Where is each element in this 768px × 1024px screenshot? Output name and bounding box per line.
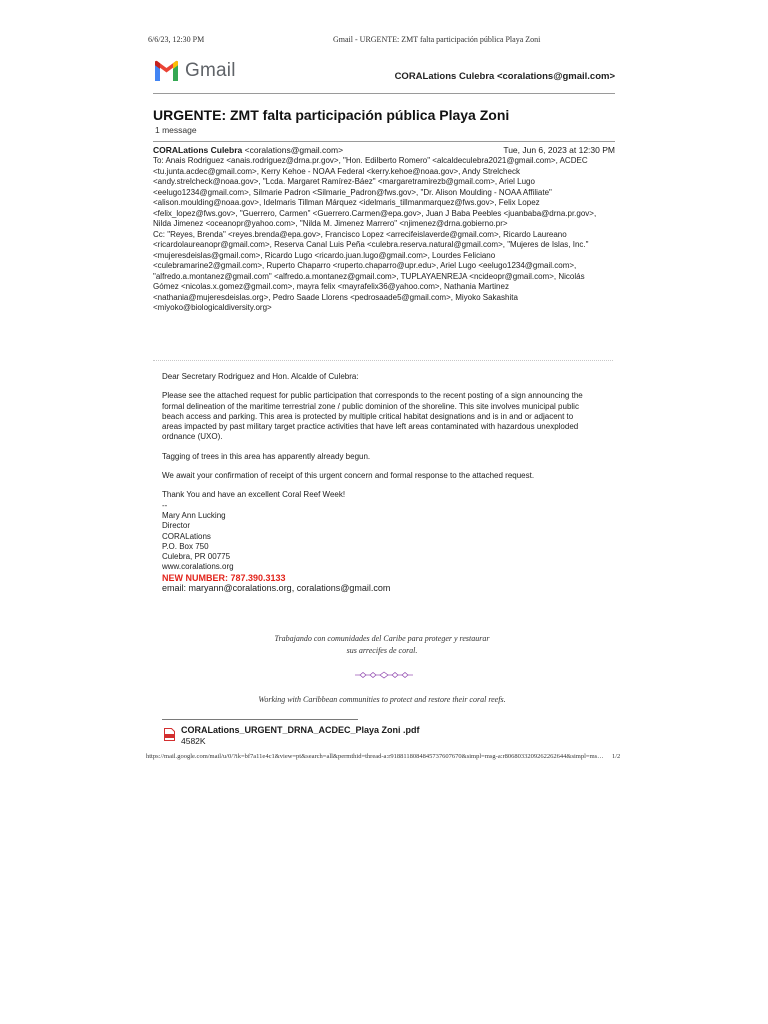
pdf-file-icon [164, 728, 175, 741]
closing: Thank You and have an excellent Coral Reef Week! [162, 490, 346, 500]
gmail-m-icon [153, 60, 180, 82]
message-body [162, 372, 607, 593]
signature-line: Director [162, 521, 191, 531]
tagline-spanish-line: Trabajando con comunidades del Caribe para proteger y restaurar [274, 634, 490, 643]
attachment-divider [162, 719, 358, 720]
body-separator [153, 360, 613, 361]
tagline-spanish [162, 633, 602, 657]
recipients-line: Nilda Jimenez <oceanopr@yahoo.com>, "Nilda M. Jimenez Marrero" <njimenez@drna.gobierno.pr> [153, 219, 508, 228]
new-phone-number: NEW NUMBER: 787.390.3133 [162, 572, 286, 583]
greeting: Dear Secretary Rodriguez and Hon. Alcalde of Culebra: [162, 372, 359, 381]
paragraph-line: areas impacted by past military target practice activities that have left areas contaminated with hazardous unexploded [162, 422, 579, 432]
recipients-line: <mujeresdeislas@gmail.com>, Ricardo Lugo <ricardo.juan.lugo@gmail.com>, Lourdes Feliciano [153, 250, 496, 260]
paragraph-line: beach access and parking. This area is protected by multiple critical habitat designations and is in and or adjacent to [162, 411, 574, 421]
recipients-line: <tu.junta.acdec@gmail.com>, Kerry Kehoe - NOAA Federal <kerry.kehoe@noaa.gov>, Andy Strelcheck [153, 166, 520, 176]
print-title: Gmail - URGENTE: ZMT falta participación pública Playa Zoni [333, 35, 541, 44]
cc-line: Cc: "Reyes, Brenda" <reyes.brenda@epa.gov>, Francisco Lopez <arrecifeislaverde@gmail.com>, Ricardo Laureano [153, 229, 567, 239]
attachment-name[interactable]: CORALations_URGENT_DRNA_ACDEC_Playa Zoni .pdf [181, 725, 420, 735]
recipients-line: <miyoko@biologicaldiversity.org> [153, 303, 272, 312]
paragraph-request [162, 391, 607, 442]
recipients-line: <ricardolaureanopr@gmail.com>, Reserva Canal Luis Peña <culebra.reserva.natural@gmail.com>, "Mujeres de Islas, Inc." [153, 240, 589, 249]
sender-name: CORALations Culebra [153, 145, 243, 155]
paragraph-await: We await your confirmation of receipt of this urgent concern and formal response to the attached request. [162, 471, 535, 481]
header-divider [153, 93, 615, 94]
message-date: Tue, Jun 6, 2023 at 12:30 PM [503, 145, 615, 155]
signature-line: Culebra, PR 00775 [162, 552, 231, 562]
recipients-line: <andy.strelcheck@noaa.gov>, "Lcda. Margaret Ramírez-Báez" <margaretramirezb@gmail.com>, Ariel Lugo [153, 177, 535, 186]
gmail-wordmark: Gmail [185, 60, 236, 81]
paragraph-line: Please see the attached request for public participation that corresponds to the recent posting of a sign announcing the [162, 391, 583, 401]
signature-email[interactable]: email: maryann@coralations.org, coralations@gmail.com [162, 583, 391, 594]
message-count: 1 message [155, 125, 197, 135]
paragraph-line: formal delineation of the maritime terrestrial zone / public dominion of the shoreline. This site involves municipal public [162, 401, 579, 411]
attachment-size: 4582K [181, 736, 206, 746]
print-footer-url: https://mail.google.com/mail/u/0/?ik=bf7a11e4c1&view=pt&search=all&permthid=thread-a:r9188118084845737607670&simpl=msg-a:r8068033209262262644&simpl=ms… [146, 753, 604, 760]
signature-line: Mary Ann Lucking [162, 510, 226, 520]
recipients-block [153, 156, 619, 314]
subject-title: URGENTE: ZMT falta participación pública Playa Zoni [153, 107, 510, 123]
print-date: 6/6/23, 12:30 PM [148, 35, 205, 44]
ornament-divider-icon [355, 671, 413, 679]
sender-email: <coralations@gmail.com> [244, 145, 344, 155]
signature-line: CORALations [162, 531, 211, 541]
signature-block [162, 501, 607, 594]
signature-separator: -- [162, 500, 168, 510]
recipients-line: <culebramarine2@gmail.com>, Ruperto Chaparro <ruperto.chaparro@upr.edu>, Ariel Lugo <eelugo1234@gmail.com>, [153, 261, 577, 270]
signature-line: P.O. Box 750 [162, 541, 209, 551]
account-email: CORALations Culebra <coralations@gmail.com> [394, 71, 615, 82]
page-number: 1/2 [612, 753, 621, 760]
paragraph-line: ordnance (UXO). [162, 432, 223, 442]
recipients-line: Gómez <nicolas.x.gomez@gmail.com>, mayra felix <mayrafelix36@yahoo.com>, Nathania Martinez [153, 282, 509, 291]
recipients-line: <alison.moulding@noaa.gov>, Idelmaris Tillman Márquez <idelmaris_tillmanmarquez@fws.gov>, Felix Lopez [153, 198, 540, 207]
tagline-english: Working with Caribbean communities to protect and restore their coral reefs. [258, 695, 506, 704]
recipients-line: "alfredo.a.montanez@gmail.com" <alfredo.a.montanez@gmail.com>, TUPLAYAENREJA <ncideopr@gmail.com>, Nicolás [153, 271, 585, 281]
sender [153, 145, 343, 155]
website-link[interactable]: www.coralations.org [162, 562, 234, 572]
recipients-line: <eelugo1234@gmail.com>, Silmarie Padron <Silmarie_Padron@fws.gov>, "Dr. Alison Moulding - NOAA Affiliate" [153, 187, 552, 197]
recipients-line: To: Anais Rodriguez <anais.rodriguez@drna.pr.gov>, "Hon. Edilberto Romero" <alcaldeculebra2021@gmail.com>, ACDEC [153, 156, 588, 165]
gmail-logo[interactable] [153, 60, 236, 82]
tagline-spanish-line: sus arrecifes de coral. [346, 646, 418, 655]
recipients-line: <felix_lopez@fws.gov>, "Guerrero, Carmen" <Guerrero.Carmen@epa.gov>, Juan J Baba Peebles <juanbaba@drna.pr.gov>, [153, 208, 597, 218]
subject-divider [153, 141, 615, 142]
recipients-line: <nathania@mujeresdeislas.org>, Pedro Saade Llorens <pedrosaade5@gmail.com>, Miyoko Sakashita [153, 292, 518, 302]
paragraph-tagging: Tagging of trees in this area has apparently already begun. [162, 451, 371, 461]
